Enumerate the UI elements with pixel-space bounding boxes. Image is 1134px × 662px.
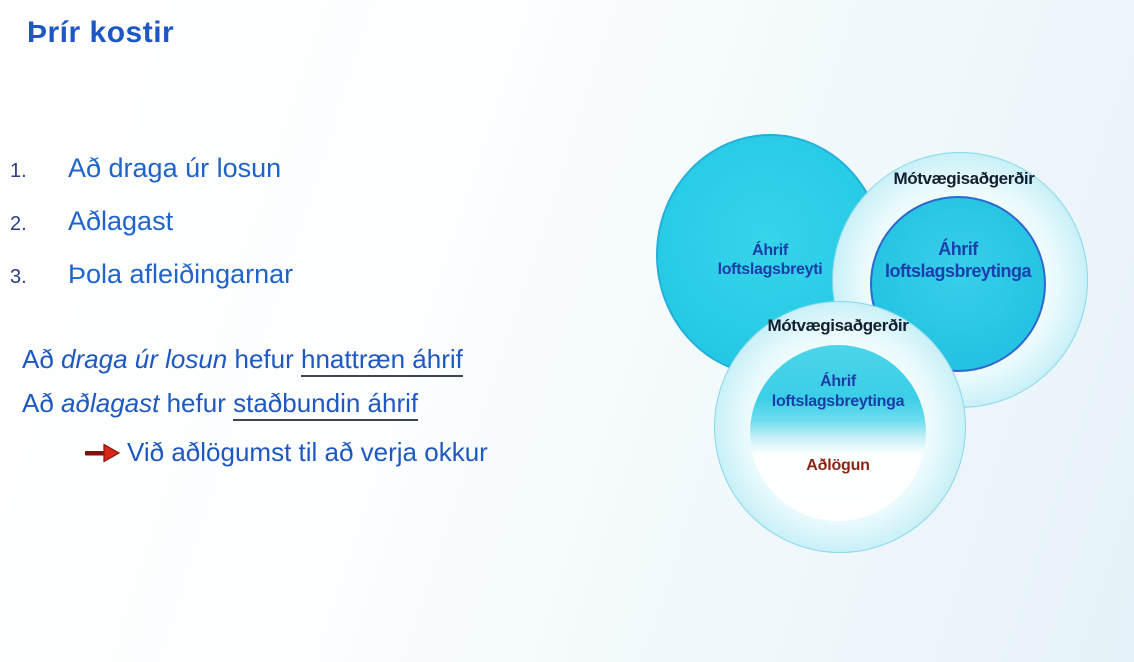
label-line: loftslagsbreyti [717,261,823,278]
list-number: 3. [10,266,27,288]
options-list [10,153,293,312]
arrow-note [84,437,488,468]
list-item [10,259,293,292]
mitigation-label-bottom: Mótvægisaðgerðir [767,316,909,335]
arrow-note-text: Við aðlögumst til að verja okkur [127,437,488,467]
statement-connector: hefur [234,344,294,374]
list-item [10,206,293,239]
statement-emphasis: draga úr losun [61,344,228,374]
statement-global-impact [22,344,463,375]
label-line: Áhrif [820,373,856,390]
list-number: 1. [10,160,27,182]
statement-connector: hefur [166,388,226,418]
mitigation-label-top: Mótvægisaðgerðir [893,169,1035,188]
red-right-arrow-icon [84,442,120,464]
list-item-label: Að draga úr losun [68,153,282,183]
list-item [10,153,293,186]
list-number: 2. [10,213,27,235]
adaptation-label: Aðlögun [806,457,870,474]
statement-lead: Að [22,344,54,374]
statement-underlined: hnattræn áhrif [301,344,463,377]
label-line: loftslagsbreytinga [884,261,1032,281]
list-item-label: Þola afleiðingarnar [68,259,294,289]
slide-title: Þrír kostir [27,16,175,49]
statement-emphasis: aðlagast [61,388,160,418]
statement-lead: Að [22,388,54,418]
list-item-label: Aðlagast [68,206,174,236]
statement-local-impact [22,388,418,419]
label-line: loftslagsbreytinga [771,393,905,410]
impact-circle-bottom-label [738,372,938,412]
impact-adaptation-circle-bottom [750,345,926,521]
label-line: Áhrif [752,242,788,259]
label-line: Áhrif [938,239,978,259]
statement-underlined: staðbundin áhrif [233,388,418,421]
impact-circle-top-right-label [858,238,1058,282]
